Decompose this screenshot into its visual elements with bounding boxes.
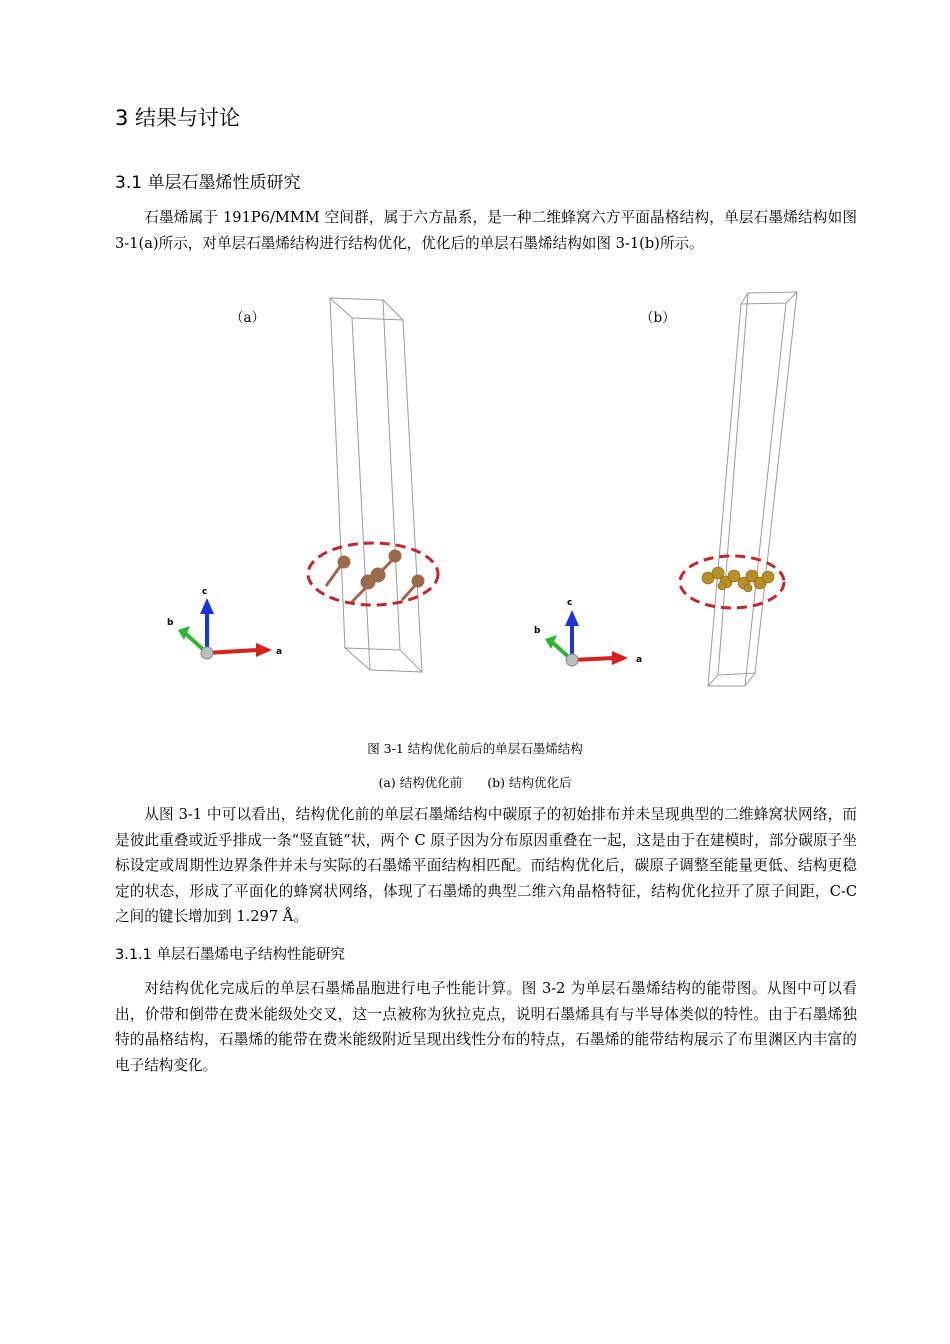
carbon-atom [390,551,400,561]
axis-label-c: c [567,598,573,608]
unit-cell-b [708,292,797,686]
carbon-atom [372,569,384,581]
paragraph-1: 石墨烯属于 191P6/MMM 空间群，属于六方晶系，是一种二维蜂窝六方平面晶格结构，单层石墨烯结构如图 3-1(a)所示，对单层石墨烯结构进行结构优化，优化后的单层石墨烯结构如图 3-1(b)所示。 [115,209,857,252]
subsection-heading: 3.1 单层石墨烯性质研究 [115,173,301,193]
figure-caption: 图 3-1 结构优化前后的单层石墨烯结构 [367,741,583,756]
carbon-chain-a [326,551,423,604]
carbon-atom [413,576,423,586]
figure-subcaption: (a) 结构优化前 (b) 结构优化后 [378,775,572,790]
carbon-atom [762,571,774,583]
carbon-atom [744,584,752,592]
paragraph-2: 从图 3-1 中可以看出，结构优化前的单层石墨烯结构中碳原子的初始排布并未呈现典型的二维蜂窝状网络，而是彼此重叠或近乎排成一条“竖直链”状，两个 C 原子因为分布原因重叠在一起，这是由于在建模时，部分碳原子坐标设定或周期性边界条件并未与实际的石墨烯平面结构相匹配。而结构优化后，碳原子调整至能量更低、结构更稳定的状态，形成了平面化的蜂窝状网络，体现了石墨烯的典型二维六角晶格特征，结构优化拉开了原子间距，C-C 之间的键长增加到 1.297 Å。 [115,806,857,925]
axis-label-b: b [534,626,541,636]
axis-label-a: a [636,655,643,665]
subsubsection-heading: 3.1.1 单层石墨烯电子结构性能研究 [115,947,346,963]
axis-triad-a [167,587,282,659]
axis-label-a: a [276,647,283,657]
axis-label-c: c [202,587,208,597]
unit-cell-a [330,298,422,672]
carbon-atom [718,582,726,590]
figure-label-b: （b） [640,310,676,326]
axis-triad-b [534,598,642,666]
axis-label-b: b [167,618,174,628]
section-heading: 3 结果与讨论 [115,106,241,130]
carbon-atom [728,570,740,582]
carbon-network-b [702,567,774,592]
figure-label-a: （a） [230,310,266,326]
carbon-atom [339,557,349,567]
paragraph-3: 对结构优化完成后的单层石墨烯晶胞进行电子性能计算。图 3-2 为单层石墨烯结构的能带图。从图中可以看出，价带和倒带在费米能级处交叉，这一点被称为狄拉克点，说明石墨烯具有与半导体类似的特性。由于石墨烯独特的晶格结构，石墨烯的能带在费米能级附近呈现出线性分布的特点，石墨烯的能带结构展示了布里渊区内丰富的电子结构变化。 [115,980,857,1074]
